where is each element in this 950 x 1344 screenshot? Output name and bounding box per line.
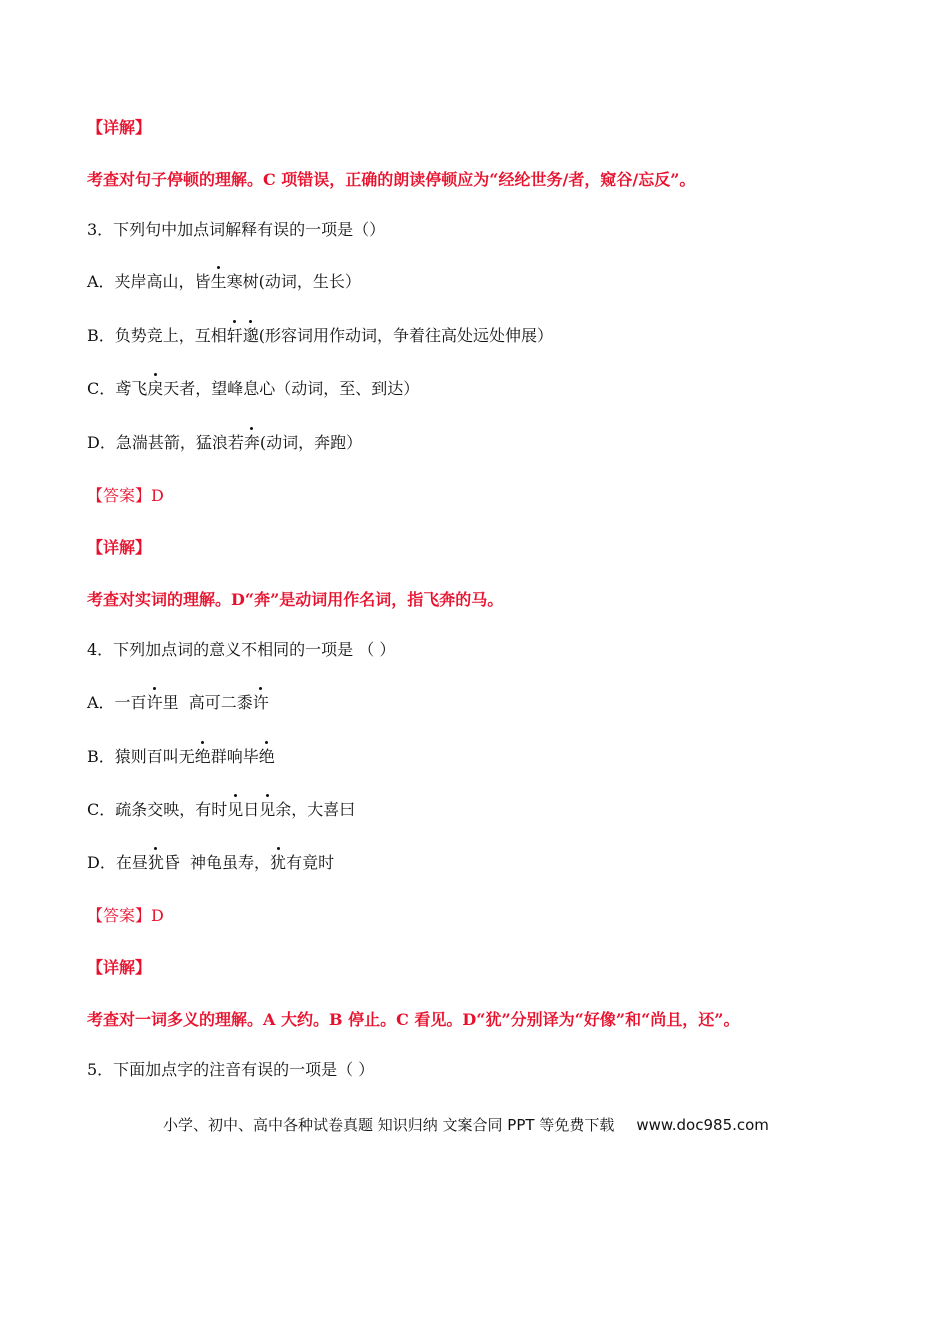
dotted-char: 见 xyxy=(227,800,244,819)
page-footer xyxy=(163,1115,769,1135)
question-3-option-a xyxy=(87,271,361,293)
question-4-detail-label: 【详解】 xyxy=(87,958,152,977)
option-text: A．一百 xyxy=(87,693,147,712)
question-4-title: 4．下列加点词的意义不相同的一项是 （ ） xyxy=(87,640,396,659)
dotted-char: 轩 xyxy=(226,326,243,345)
option-text: A．夹岸高山，皆 xyxy=(87,272,211,291)
option-text: (形容词用作动词，争着往高处远处伸展） xyxy=(258,326,554,345)
question-3-detail-label: 【详解】 xyxy=(87,538,152,557)
option-text: 寒树(动词，生长） xyxy=(226,272,361,291)
question-3-option-b xyxy=(87,325,553,347)
footer-url[interactable]: www.doc985.com xyxy=(636,1116,769,1134)
question-3-option-c xyxy=(87,378,419,400)
option-text: (动词，奔跑） xyxy=(259,433,363,452)
dotted-char: 许 xyxy=(252,693,269,712)
footer-text: 小学、初中、高中各种试卷真题 知识归纳 文案合同 PPT 等免费下载 xyxy=(163,1116,615,1134)
detail-label-1: 【详解】 xyxy=(87,118,152,137)
question-3-option-d xyxy=(87,432,362,454)
question-3-detail-text: 考查对实词的理解。D“奔”是动词用作名词，指飞奔的马。 xyxy=(87,590,504,609)
answer-label: 【答案】 xyxy=(87,906,152,925)
option-text: B．负势竞上，互相 xyxy=(87,326,227,345)
question-4-option-d xyxy=(87,852,334,874)
option-text: 群响毕 xyxy=(210,747,259,766)
option-text: 天者，望峰息心（动词，至、到达） xyxy=(163,379,420,398)
option-text: 余，大喜曰 xyxy=(275,800,356,819)
dotted-char: 绝 xyxy=(258,747,275,766)
option-text: 日 xyxy=(243,800,260,819)
dotted-char: 绝 xyxy=(194,747,211,766)
question-5-title: 5．下面加点字的注音有误的一项是（ ） xyxy=(87,1060,375,1079)
question-4-detail-text: 考查对一词多义的理解。A 大约。B 停止。C 看见。D“犹”分别译为“好像”和“尚且，还”。 xyxy=(87,1010,740,1029)
dotted-char: 邈 xyxy=(242,326,259,345)
option-text: 有竟时 xyxy=(286,853,335,872)
answer-label: 【答案】 xyxy=(87,486,152,505)
question-3-title: 3．下列句中加点词解释有误的一项是（） xyxy=(87,220,386,239)
option-text: D．急湍甚箭，猛浪若 xyxy=(87,433,244,452)
answer-value: D xyxy=(151,486,164,505)
option-text: C．鸢飞 xyxy=(87,379,148,398)
question-3-answer xyxy=(87,485,164,507)
question-4-option-a xyxy=(87,692,269,714)
option-text: D．在昼 xyxy=(87,853,148,872)
dotted-char: 生 xyxy=(210,272,227,291)
question-4-option-c xyxy=(87,799,355,821)
dotted-char: 戾 xyxy=(147,379,164,398)
option-text: B．猿则百叫无 xyxy=(87,747,195,766)
question-4-answer xyxy=(87,905,164,927)
dotted-char: 犹 xyxy=(270,853,287,872)
dotted-char: 犹 xyxy=(147,853,164,872)
question-4-option-b xyxy=(87,746,275,768)
option-text: C．疏条交映，有时 xyxy=(87,800,228,819)
dotted-char: 奔 xyxy=(243,433,260,452)
option-text: 昏 神龟虽寿， xyxy=(163,853,271,872)
dotted-char: 见 xyxy=(259,800,276,819)
detail-text-1: 考查对句子停顿的理解。C 项错误，正确的朗读停顿应为“经纶世务/者，窥谷/忘反”。 xyxy=(87,170,696,189)
dotted-char: 许 xyxy=(146,693,163,712)
option-text: 里 高可二黍 xyxy=(162,693,253,712)
answer-value: D xyxy=(151,906,164,925)
